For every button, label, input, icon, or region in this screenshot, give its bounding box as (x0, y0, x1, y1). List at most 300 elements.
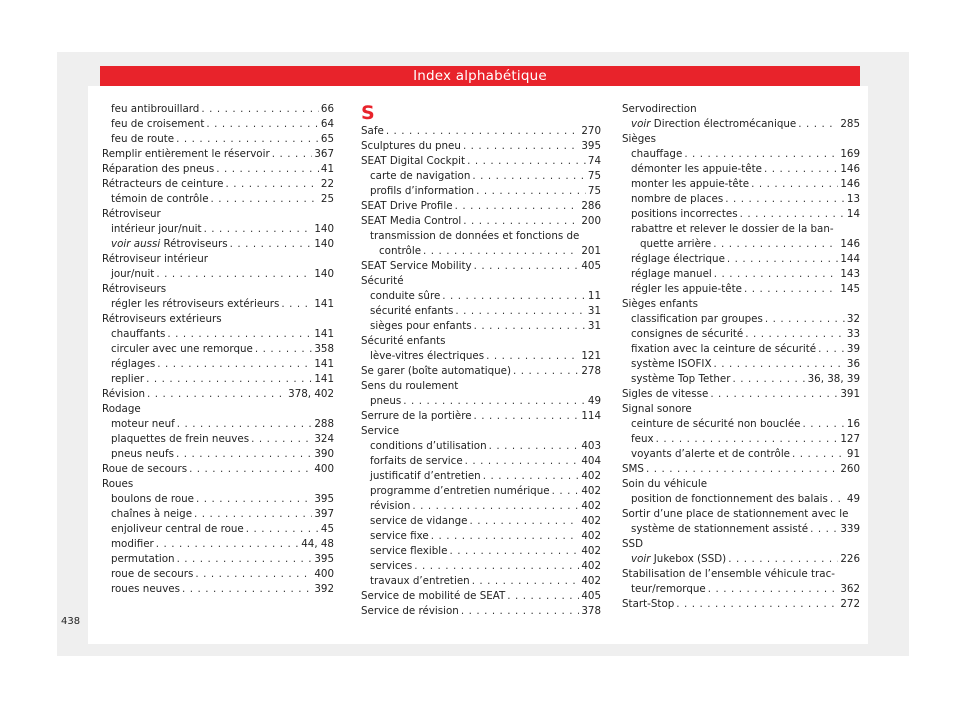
index-page-ref: 390 (314, 448, 334, 460)
index-entry (361, 544, 601, 559)
index-entry (622, 252, 860, 267)
index-entry (361, 604, 601, 619)
index-page-ref: 201 (581, 245, 601, 257)
index-term: Service de mobilité de SEAT (361, 590, 506, 602)
index-letter-heading: S (361, 102, 375, 124)
index-term: Révision (102, 388, 146, 400)
dot-leader (713, 237, 838, 252)
index-entry (622, 462, 860, 477)
index-term: quette arrière (640, 238, 712, 250)
index-term: Rétroviseur intérieur (102, 253, 209, 265)
index-entry (622, 132, 860, 147)
dot-leader (414, 559, 579, 574)
dot-leader (272, 147, 313, 162)
dot-leader (201, 102, 319, 117)
index-page-ref: 402 (581, 485, 601, 497)
index-term: justificatif d’entretien (370, 470, 481, 482)
dot-leader (714, 357, 845, 372)
index-term: Sièges enfants (622, 298, 698, 310)
index-page-ref: 44, 48 (301, 538, 334, 550)
index-term: transmission de données et fonctions de (370, 230, 580, 242)
index-page-ref: 402 (581, 530, 601, 542)
index-entry (622, 357, 860, 372)
dot-leader (792, 447, 845, 462)
index-term: jour/nuit (111, 268, 155, 280)
index-entry (102, 522, 334, 537)
index-page-ref: 397 (314, 508, 334, 520)
index-page-ref: 395 (314, 493, 334, 505)
index-term (631, 117, 796, 132)
index-term-text: Direction électromécanique (650, 118, 797, 130)
dot-leader (472, 169, 586, 184)
index-term: Remplir entièrement le réservoir (102, 148, 270, 160)
index-term: lève-vitres électriques (370, 350, 485, 362)
index-term: monter les appuie-tête (631, 178, 750, 190)
index-term: feu antibrouillard (111, 103, 200, 115)
index-entry (622, 297, 860, 312)
index-entry (622, 207, 860, 222)
index-page-ref: 140 (314, 238, 334, 250)
index-page-ref: 226 (840, 553, 860, 565)
index-entry (361, 169, 601, 184)
index-term: Rétracteurs de ceinture (102, 178, 224, 190)
index-page-ref: 141 (314, 358, 334, 370)
index-entry (102, 117, 334, 132)
index-entry (102, 567, 334, 582)
index-page-ref: 402 (581, 470, 601, 482)
index-entry (361, 229, 601, 244)
index-entry (361, 199, 601, 214)
index-page-ref: 402 (581, 560, 601, 572)
index-page-ref: 400 (314, 568, 334, 580)
index-entry (622, 102, 860, 117)
index-term: Sigles de vitesse (622, 388, 709, 400)
index-entry (361, 364, 601, 379)
dot-leader (474, 319, 586, 334)
dot-leader (176, 447, 312, 462)
index-term: enjoliveur central de roue (111, 523, 244, 535)
index-term: Rétroviseur (102, 208, 161, 220)
index-term: régler les rétroviseurs extérieurs (111, 298, 280, 310)
index-entry (622, 117, 860, 132)
index-term: SEAT Media Control (361, 215, 462, 227)
index-term: classification par groupes (631, 313, 763, 325)
index-entry (102, 312, 334, 327)
index-page-ref: 146 (840, 238, 860, 250)
index-entry (622, 387, 860, 402)
index-term: Service (361, 425, 400, 437)
index-page-ref: 75 (587, 170, 601, 182)
index-page-ref: 75 (587, 185, 601, 197)
index-term: réglage électrique (631, 253, 725, 265)
index-entry (622, 492, 860, 507)
index-page-ref: 143 (840, 268, 860, 280)
index-term: sécurité enfants (370, 305, 454, 317)
index-entry (102, 552, 334, 567)
index-page-ref: 362 (840, 583, 860, 595)
dot-leader (156, 537, 299, 552)
index-term: SMS (622, 463, 644, 475)
index-page-ref: 278 (581, 365, 601, 377)
index-term: SEAT Drive Profile (361, 200, 453, 212)
index-term: nombre de places (631, 193, 724, 205)
dot-leader (463, 139, 579, 154)
index-term: Signal sonore (622, 403, 692, 415)
index-term: service fixe (370, 530, 429, 542)
index-entry (361, 559, 601, 574)
index-term: Sculptures du pneu (361, 140, 461, 152)
dot-leader (246, 522, 319, 537)
index-entry (102, 192, 334, 207)
index-entry (102, 252, 334, 267)
index-term: profils d’information (370, 185, 475, 197)
index-page-ref: 400 (314, 463, 334, 475)
index-page-ref: 13 (846, 193, 860, 205)
index-term: boulons de roue (111, 493, 194, 505)
index-entry (102, 492, 334, 507)
index-entry (361, 574, 601, 589)
index-term: voyants d’alerte et de contrôle (631, 448, 791, 460)
index-entry (361, 304, 601, 319)
page-number: 438 (61, 616, 81, 627)
index-page-ref: 367 (314, 148, 334, 160)
index-term: feu de route (111, 133, 175, 145)
index-page-ref: 286 (581, 200, 601, 212)
dot-leader (255, 342, 312, 357)
index-entry (622, 522, 860, 537)
dot-leader (211, 192, 319, 207)
index-entry (622, 282, 860, 297)
dot-leader (486, 349, 579, 364)
index-entry (622, 447, 860, 462)
index-page-ref: 31 (587, 320, 601, 332)
dot-leader (745, 327, 845, 342)
index-entry (622, 477, 860, 492)
index-see-also: voir (631, 118, 651, 130)
index-term: replier (111, 373, 145, 385)
dot-leader (442, 289, 586, 304)
index-entry (102, 162, 334, 177)
index-see-also: voir (631, 553, 651, 565)
dot-leader (472, 574, 580, 589)
index-page-ref: 324 (314, 433, 334, 445)
index-page-ref: 33 (846, 328, 860, 340)
index-term: teur/remorque (631, 583, 706, 595)
dot-leader (431, 529, 580, 544)
index-page-ref: 260 (840, 463, 860, 475)
index-entry (102, 282, 334, 297)
index-term (111, 237, 228, 252)
index-entry (102, 342, 334, 357)
dot-leader (156, 267, 312, 282)
index-column-1 (102, 102, 334, 597)
index-term: chauffants (111, 328, 166, 340)
index-page-ref: 145 (840, 283, 860, 295)
index-entry (361, 379, 601, 394)
index-term: positions incorrectes (631, 208, 738, 220)
index-page-ref: 16 (846, 418, 860, 430)
index-page-ref: 114 (581, 410, 601, 422)
dot-leader (147, 387, 286, 402)
index-page-ref: 378 (581, 605, 601, 617)
index-term: Soin du véhicule (622, 478, 708, 490)
dot-leader (146, 372, 312, 387)
index-entry (102, 132, 334, 147)
index-entry (102, 372, 334, 387)
dot-leader (204, 222, 313, 237)
dot-leader (194, 507, 312, 522)
index-entry (361, 274, 601, 289)
index-term: Roues (102, 478, 134, 490)
index-term: chaînes à neige (111, 508, 193, 520)
index-entry (361, 409, 601, 424)
index-page-ref: 39 (846, 343, 860, 355)
index-term (631, 552, 726, 567)
index-entry (361, 514, 601, 529)
index-page-ref: 74 (587, 155, 601, 167)
section-header: Index alphabétique (100, 66, 860, 86)
index-entry (361, 154, 601, 169)
index-term: conduite sûre (370, 290, 441, 302)
dot-leader (507, 589, 579, 604)
dot-leader (476, 184, 586, 199)
dot-leader (176, 132, 319, 147)
index-page-ref: 146 (840, 163, 860, 175)
index-page-ref: 31 (587, 305, 601, 317)
dot-leader (386, 124, 580, 139)
index-term: Roue de secours (102, 463, 188, 475)
index-term: Stabilisation de l’ensemble véhicule trac- (622, 568, 835, 580)
index-entry (102, 432, 334, 447)
dot-leader (740, 207, 845, 222)
index-term: intérieur jour/nuit (111, 223, 202, 235)
index-entry (361, 589, 601, 604)
index-page-ref: 36, 38, 39 (807, 373, 860, 385)
dot-leader (463, 214, 579, 229)
index-page-ref: 41 (320, 163, 334, 175)
dot-leader (708, 582, 839, 597)
index-term: démonter les appuie-tête (631, 163, 763, 175)
index-term: service de vidange (370, 515, 468, 527)
index-page-ref: 169 (840, 148, 860, 160)
dot-leader (818, 342, 845, 357)
index-page-ref: 404 (581, 455, 601, 467)
dot-leader (195, 567, 312, 582)
dot-leader (403, 394, 586, 409)
dot-leader (474, 409, 580, 424)
index-page-ref: 36 (846, 358, 860, 370)
dot-leader (513, 364, 579, 379)
index-term: témoin de contrôle (111, 193, 209, 205)
dot-leader (251, 432, 312, 447)
index-entry (361, 394, 601, 409)
index-entry (622, 552, 860, 567)
dot-leader (206, 117, 319, 132)
dot-leader (646, 462, 838, 477)
index-term: roue de secours (111, 568, 194, 580)
index-entry (102, 477, 334, 492)
index-term: rabattre et relever le dossier de la ban- (631, 223, 834, 235)
dot-leader (230, 237, 313, 252)
index-term: pneus neufs (111, 448, 174, 460)
index-term: SEAT Service Mobility (361, 260, 472, 272)
dot-leader (455, 199, 580, 214)
index-term: permutation (111, 553, 175, 565)
dot-leader (765, 312, 845, 327)
dot-leader (216, 162, 319, 177)
index-page-ref: 285 (840, 118, 860, 130)
index-page-ref: 91 (846, 448, 860, 460)
index-term: Servodirection (622, 103, 697, 115)
index-entry (102, 462, 334, 477)
index-page-ref: 378, 402 (288, 388, 334, 400)
index-term: Sécurité enfants (361, 335, 446, 347)
index-entry (622, 417, 860, 432)
index-entry (361, 289, 601, 304)
index-page-ref: 45 (320, 523, 334, 535)
dot-leader (182, 582, 312, 597)
index-term: services (370, 560, 413, 572)
index-term: plaquettes de frein neuves (111, 433, 250, 445)
index-term: SEAT Digital Cockpit (361, 155, 466, 167)
index-page-ref: 270 (581, 125, 601, 137)
index-entry (622, 342, 860, 357)
index-page-ref: 200 (581, 215, 601, 227)
index-term-text: Rétroviseurs (160, 238, 228, 250)
index-term: système de stationnement assisté (631, 523, 809, 535)
index-entry (361, 424, 601, 439)
dot-leader (728, 552, 838, 567)
index-page-ref: 127 (840, 433, 860, 445)
index-page-ref: 144 (840, 253, 860, 265)
dot-leader (727, 252, 838, 267)
index-page-ref: 402 (581, 575, 601, 587)
index-page-ref: 140 (314, 223, 334, 235)
index-entry (361, 529, 601, 544)
index-term: Réparation des pneus (102, 163, 215, 175)
dot-leader (470, 514, 580, 529)
index-page-ref: 14 (846, 208, 860, 220)
index-term: réglages (111, 358, 156, 370)
index-term: Rodage (102, 403, 141, 415)
dot-leader (167, 327, 312, 342)
index-entry (102, 267, 334, 282)
index-entry (361, 349, 601, 364)
index-term-text: Jukebox (SSD) (650, 553, 727, 565)
index-term: forfaits de service (370, 455, 463, 467)
index-page-ref: 405 (581, 590, 601, 602)
index-entry (361, 139, 601, 154)
index-page-ref: 146 (840, 178, 860, 190)
index-entry (102, 177, 334, 192)
index-page-ref: 395 (581, 140, 601, 152)
index-term: Sens du roulement (361, 380, 459, 392)
index-entry (361, 214, 601, 229)
index-entry (102, 387, 334, 402)
index-page-ref: 141 (314, 298, 334, 310)
index-entry (361, 469, 601, 484)
dot-leader (751, 177, 838, 192)
index-page-ref: 392 (314, 583, 334, 595)
dot-leader (449, 544, 579, 559)
index-entry (102, 297, 334, 312)
index-term: Serrure de la portière (361, 410, 472, 422)
index-term: position de fonctionnement des balais (631, 493, 828, 505)
index-term: Rétroviseurs (102, 283, 167, 295)
index-term: révision (370, 500, 411, 512)
index-term: ceinture de sécurité non bouclée (631, 418, 801, 430)
index-term: sièges pour enfants (370, 320, 472, 332)
index-entry (361, 484, 601, 499)
index-term: consignes de sécurité (631, 328, 744, 340)
index-page-ref: 25 (320, 193, 334, 205)
index-entry (102, 207, 334, 222)
index-entry (622, 162, 860, 177)
dot-leader (196, 492, 312, 507)
index-entry (622, 567, 860, 582)
index-term: Safe (361, 125, 384, 137)
dot-leader (764, 162, 838, 177)
index-entry (622, 177, 860, 192)
index-entry (102, 402, 334, 417)
index-page-ref: 121 (581, 350, 601, 362)
index-entry (361, 499, 601, 514)
index-page-ref: 141 (314, 373, 334, 385)
index-entry (622, 327, 860, 342)
index-term: régler les appuie-tête (631, 283, 742, 295)
index-entry (361, 184, 601, 199)
dot-leader (157, 357, 312, 372)
index-term: circuler avec une remorque (111, 343, 253, 355)
index-entry (361, 244, 601, 259)
index-page-ref: 49 (587, 395, 601, 407)
index-entry (622, 237, 860, 252)
index-term: Sortir d’une place de stationnement avec le (622, 508, 849, 520)
dot-leader (714, 267, 839, 282)
index-term: réglage manuel (631, 268, 712, 280)
dot-leader (461, 604, 580, 619)
dot-leader (725, 192, 845, 207)
index-entry (102, 507, 334, 522)
index-entry (622, 582, 860, 597)
index-page-ref: 22 (320, 178, 334, 190)
index-entry (102, 357, 334, 372)
dot-leader (733, 372, 806, 387)
index-term: pneus (370, 395, 402, 407)
index-entry (622, 267, 860, 282)
index-term: Rétroviseurs extérieurs (102, 313, 222, 325)
index-term: Start-Stop (622, 598, 675, 610)
dot-leader (177, 417, 313, 432)
index-page-ref: 402 (581, 500, 601, 512)
index-page-ref: 402 (581, 545, 601, 557)
index-entry (622, 597, 860, 612)
index-term: travaux d’entretien (370, 575, 470, 587)
dot-leader (489, 439, 580, 454)
dot-leader (810, 522, 838, 537)
index-see-also: voir aussi (111, 238, 161, 250)
index-term: SSD (622, 538, 644, 550)
index-term: carte de navigation (370, 170, 471, 182)
index-page-ref: 49 (846, 493, 860, 505)
index-term: feux (631, 433, 654, 445)
index-term: contrôle (379, 245, 422, 257)
dot-leader (710, 387, 838, 402)
index-term: service flexible (370, 545, 448, 557)
index-term: chauffage (631, 148, 683, 160)
index-page-ref: 32 (846, 313, 860, 325)
index-page-ref: 140 (314, 268, 334, 280)
